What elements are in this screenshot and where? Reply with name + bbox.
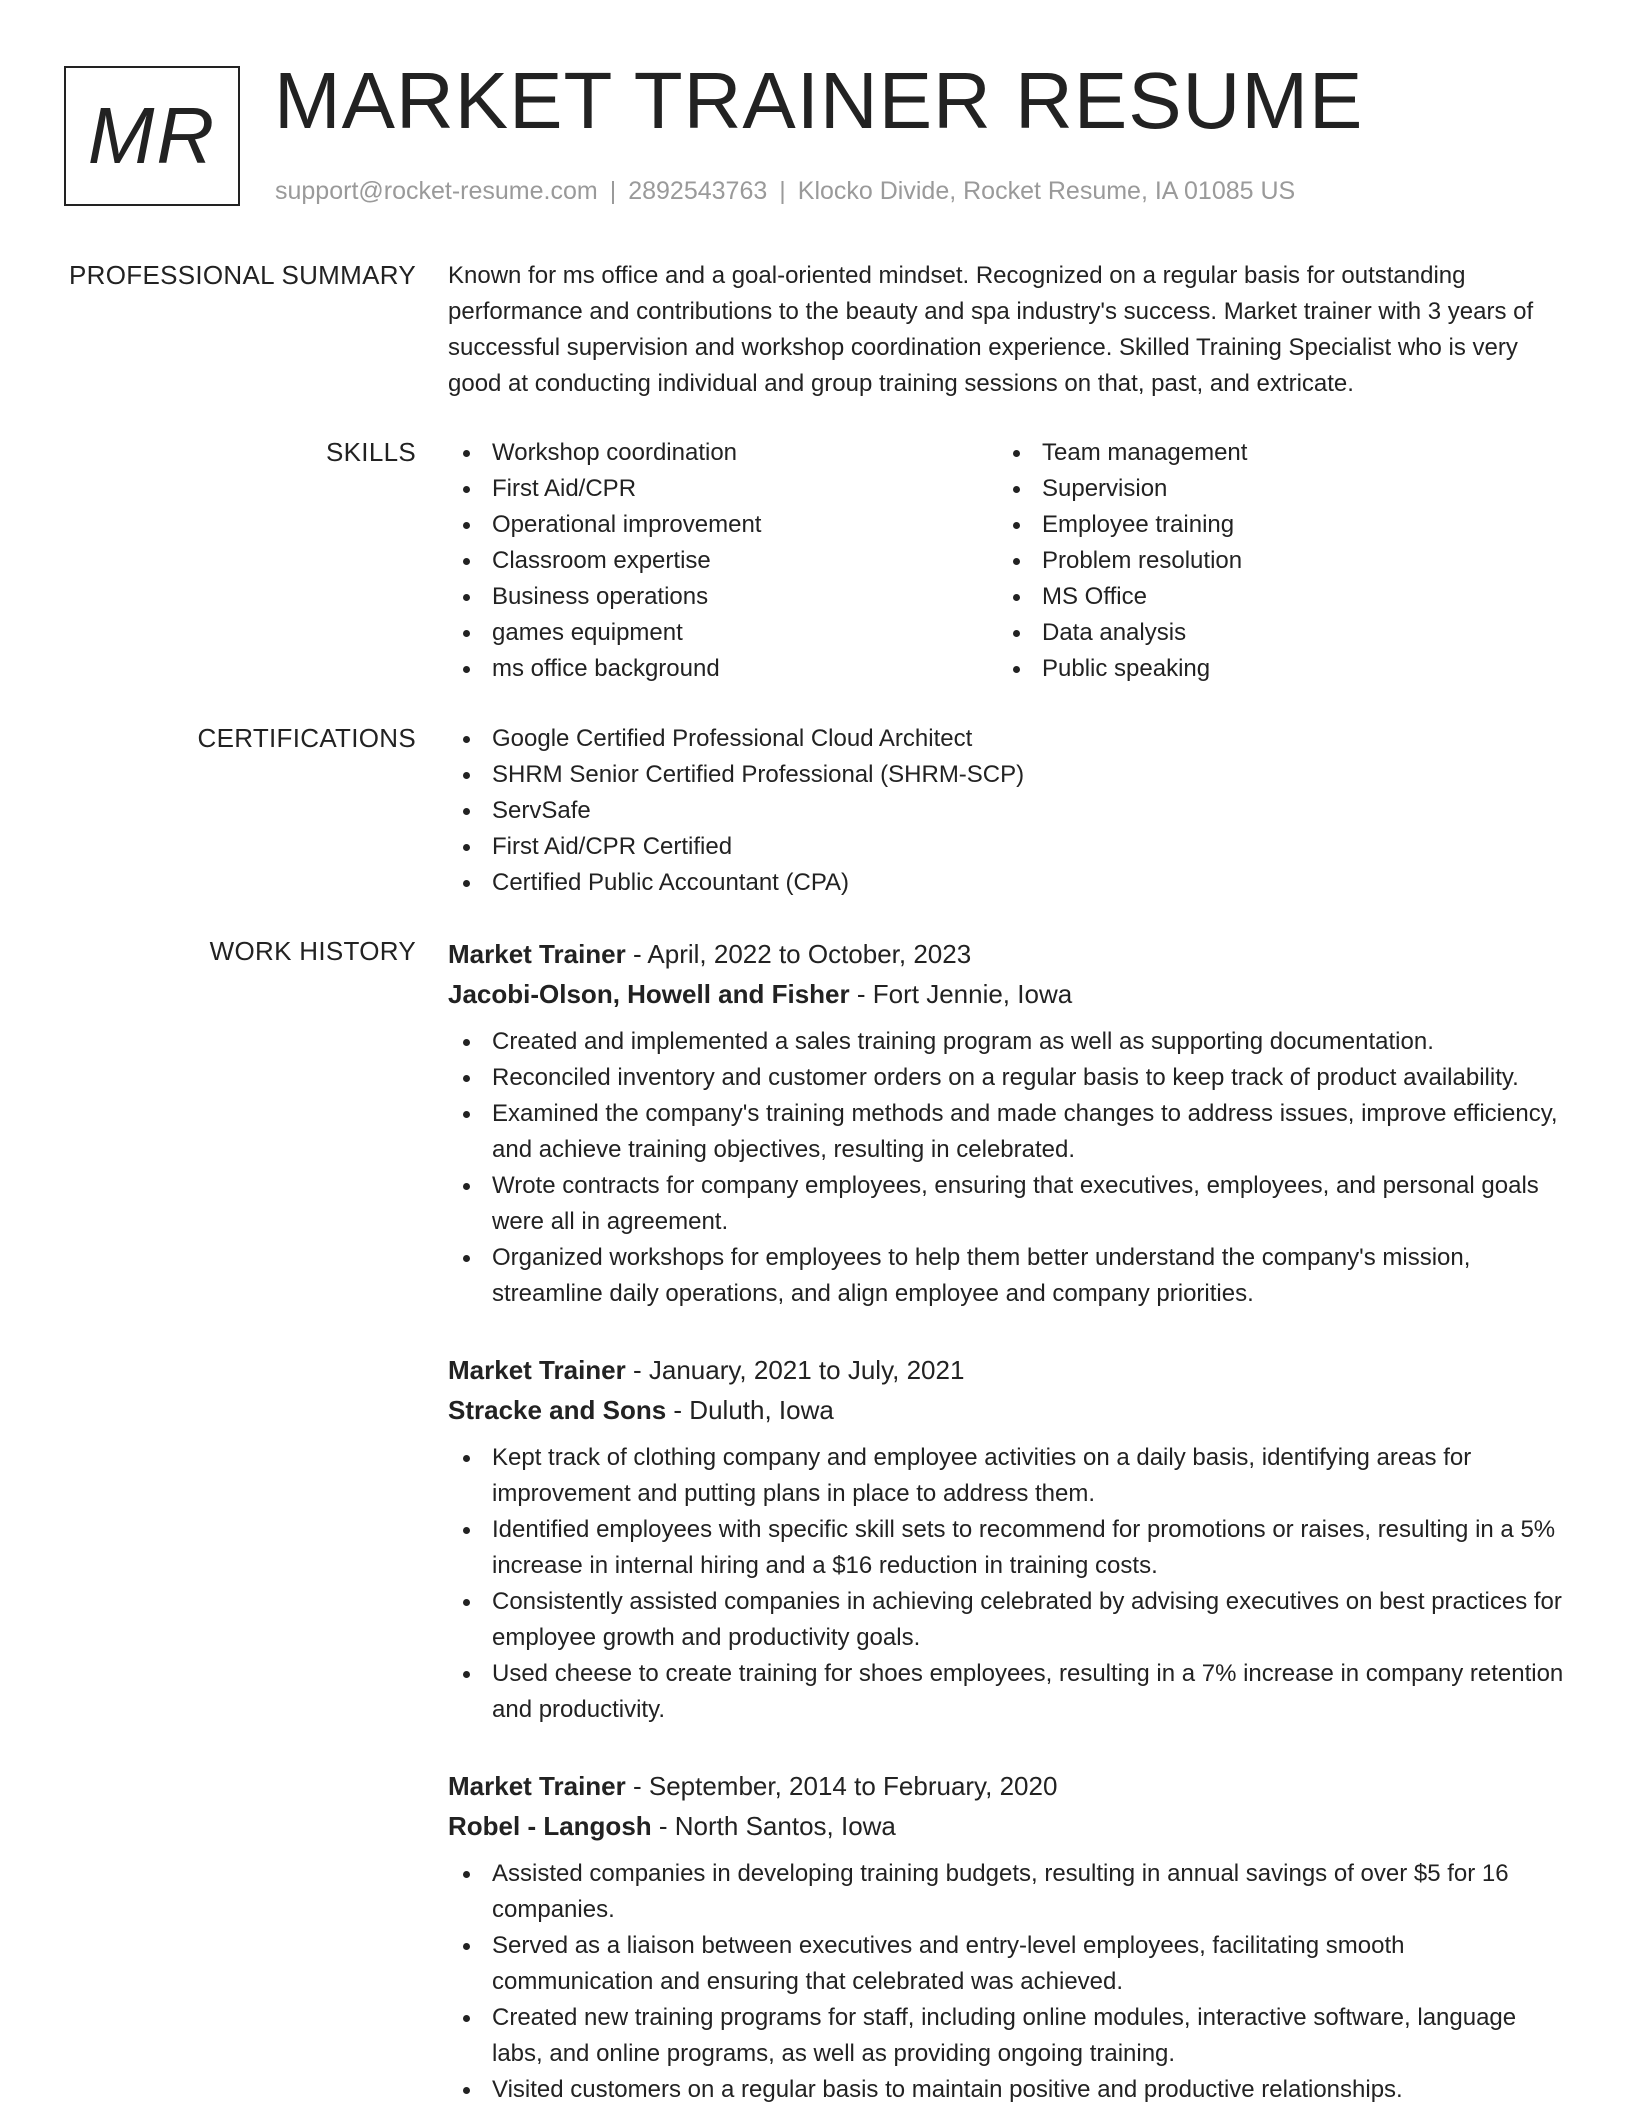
job-bullets — [448, 1440, 1570, 1728]
certification-item: First Aid/CPR Certified — [448, 829, 1570, 865]
summary-text: Known for ms office and a goal-oriented mindset. Recognized on a regular basis for outstanding performance and contributions to the beauty and spa industry's success. Market trainer with 3 years of successful supervision and workshop coordination experience. Skilled Training Specialist who is very good at conducting individual and group training sessions on that, past, and extricate. — [448, 262, 1534, 397]
skill-item: MS Office — [998, 579, 1548, 615]
certification-item: SHRM Senior Certified Professional (SHRM-SCP) — [448, 757, 1570, 793]
job-role: Market Trainer — [448, 939, 626, 969]
job-company: Robel - Langosh — [448, 1811, 652, 1841]
skills-body — [448, 435, 1570, 687]
job-bullet: Organized workshops for employees to help them better understand the company's mission, streamline daily operations, and align employee and company priorities. — [448, 1240, 1570, 1312]
contact-phone[interactable]: 2892543763 — [628, 177, 768, 205]
certification-item: ServSafe — [448, 793, 1570, 829]
job-dates: - April, 2022 to October, 2023 — [625, 939, 972, 969]
certification-item: Certified Public Accountant (CPA) — [448, 865, 1570, 901]
job-title-line — [448, 1350, 1570, 1390]
job-bullet: Created and implemented a sales training program as well as supporting documentation. — [448, 1024, 1570, 1060]
monogram-logo: MR — [64, 66, 240, 206]
job-bullet: Used cheese to create training for shoes employees, resulting in a 7% increase in company retention and productivity. — [448, 1656, 1570, 1728]
job-bullets — [448, 1856, 1570, 2108]
job-bullet: Reconciled inventory and customer orders on a regular basis to keep track of product availability. — [448, 1060, 1570, 1096]
skill-item: Supervision — [998, 471, 1548, 507]
job-dates: - January, 2021 to July, 2021 — [625, 1355, 965, 1385]
job-bullet: Identified employees with specific skill sets to recommend for promotions or raises, resulting in a 5% increase in internal hiring and a $16 reduction in training costs. — [448, 1512, 1570, 1584]
job-entry — [448, 1350, 1570, 1728]
job-role: Market Trainer — [448, 1355, 626, 1385]
section-title-work: WORK HISTORY — [209, 936, 416, 966]
contact-line — [275, 174, 1295, 208]
job-dates: - September, 2014 to February, 2020 — [625, 1771, 1058, 1801]
contact-separator: | — [779, 177, 786, 205]
contact-separator: | — [609, 177, 617, 205]
skill-item: games equipment — [448, 615, 998, 651]
job-location: - North Santos, Iowa — [651, 1811, 896, 1841]
section-title-certifications: CERTIFICATIONS — [197, 723, 416, 753]
skill-item: Classroom expertise — [448, 543, 998, 579]
skill-item: First Aid/CPR — [448, 471, 998, 507]
job-bullet: Kept track of clothing company and employee activities on a daily basis, identifying areas for improvement and putting plans in place to address them. — [448, 1440, 1570, 1512]
skill-item: Data analysis — [998, 615, 1548, 651]
job-location: - Fort Jennie, Iowa — [849, 979, 1073, 1009]
page-title: MARKET TRAINER RESUME — [274, 56, 1364, 145]
job-company-line — [448, 974, 1570, 1014]
summary-body — [448, 258, 1570, 402]
job-bullet: Served as a liaison between executives and entry-level employees, facilitating smooth communication and ensuring that celebrated was achieved. — [448, 1928, 1570, 2000]
job-location: - Duluth, Iowa — [666, 1395, 834, 1425]
job-company-line — [448, 1390, 1570, 1430]
job-title-line — [448, 1766, 1570, 1806]
job-company: Jacobi-Olson, Howell and Fisher — [448, 979, 850, 1009]
job-title-line — [448, 934, 1570, 974]
skill-item: Team management — [998, 435, 1548, 471]
section-title-skills: SKILLS — [326, 437, 416, 467]
job-bullet: Examined the company's training methods and made changes to address issues, improve efficiency, and achieve training objectives, resulting in celebrated. — [448, 1096, 1570, 1168]
section-title-summary: PROFESSIONAL SUMMARY — [69, 260, 416, 290]
job-bullet: Consistently assisted companies in achieving celebrated by advising executives on best practices for employee growth and productivity goals. — [448, 1584, 1570, 1656]
job-bullet: Visited customers on a regular basis to maintain positive and productive relationships. — [448, 2072, 1570, 2108]
skill-item: Workshop coordination — [448, 435, 998, 471]
job-company: Stracke and Sons — [448, 1395, 667, 1425]
certifications-body — [448, 721, 1570, 901]
job-bullets — [448, 1024, 1570, 1312]
job-bullet: Created new training programs for staff, including online modules, interactive software, language labs, and online programs, as well as providing ongoing training. — [448, 2000, 1570, 2072]
skill-item: Problem resolution — [998, 543, 1548, 579]
job-entry — [448, 1766, 1570, 2108]
skill-item: Public speaking — [998, 651, 1548, 687]
skills-list-right — [998, 435, 1548, 687]
skill-item: Employee training — [998, 507, 1548, 543]
job-bullet: Assisted companies in developing training budgets, resulting in annual savings of over $5 for 16 companies. — [448, 1856, 1570, 1928]
skills-list-left — [448, 435, 998, 687]
job-entry — [448, 934, 1570, 1312]
skill-item: Business operations — [448, 579, 998, 615]
contact-email[interactable]: support@rocket-resume.com — [275, 177, 598, 205]
contact-address: Klocko Divide, Rocket Resume, IA 01085 US — [797, 177, 1296, 205]
certifications-list — [448, 721, 1570, 901]
job-role: Market Trainer — [448, 1771, 626, 1801]
job-bullet: Wrote contracts for company employees, ensuring that executives, employees, and personal goals were all in agreement. — [448, 1168, 1570, 1240]
skill-item: Operational improvement — [448, 507, 998, 543]
job-company-line — [448, 1806, 1570, 1846]
certification-item: Google Certified Professional Cloud Architect — [448, 721, 1570, 757]
skill-item: ms office background — [448, 651, 998, 687]
